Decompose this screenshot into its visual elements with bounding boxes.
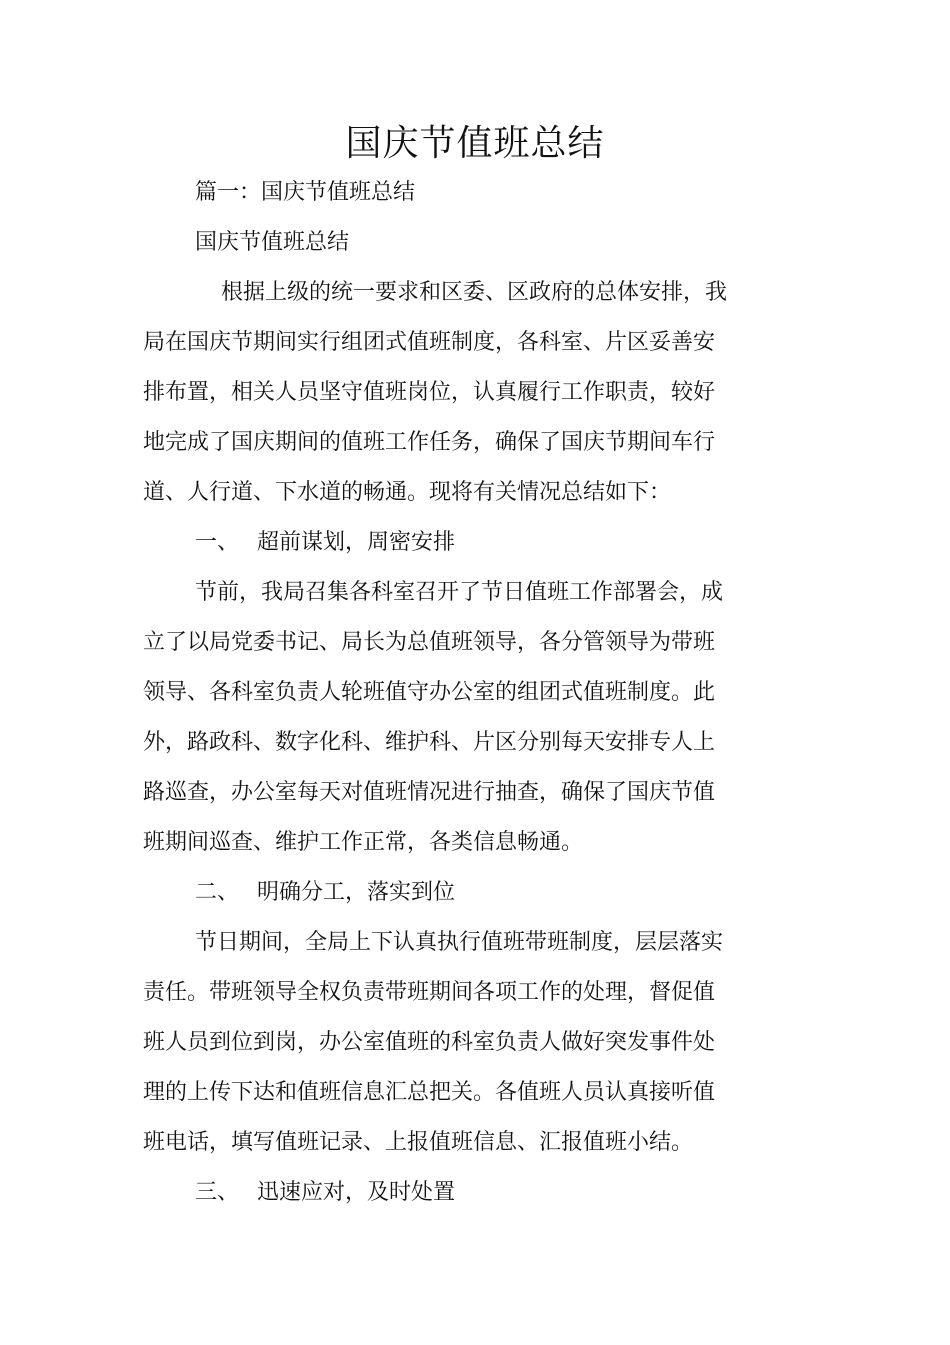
section-line: 班人员到位到岗，办公室值班的科室负责人做好突发事件处 — [143, 1030, 716, 1055]
document-subheading: 国庆节值班总结 — [195, 230, 350, 255]
section-heading — [195, 1176, 455, 1210]
intro-line: 地完成了国庆期间的值班工作任务，确保了国庆节期间车行 — [143, 430, 716, 455]
section-line: 理的上传下达和值班信息汇总把关。各值班人员认真接听值 — [143, 1080, 716, 1105]
section-heading-text: 超前谋划，周密安排 — [257, 530, 456, 555]
section-number: 一、 — [195, 530, 240, 555]
intro-line: 排布置，相关人员坚守值班岗位，认真履行工作职责，较好 — [143, 380, 716, 405]
section-line: 责任。带班领导全权负责带班期间各项工作的处理，督促值 — [143, 980, 716, 1005]
intro-line: 根据上级的统一要求和区委、区政府的总体安排，我 — [221, 280, 728, 305]
section-heading-text: 迅速应对，及时处置 — [257, 1180, 456, 1205]
section-line: 外，路政科、数字化科、维护科、片区分别每天安排专人上 — [143, 730, 716, 755]
section-line: 节前，我局召集各科室召开了节日值班工作部署会，成 — [195, 580, 724, 605]
section-number: 二、 — [195, 880, 240, 905]
section-line: 节日期间，全局上下认真执行值班带班制度，层层落实 — [195, 930, 724, 955]
document-title: 国庆节值班总结 — [345, 123, 605, 164]
intro-line: 局在国庆节期间实行组团式值班制度，各科室、片区妥善安 — [143, 330, 716, 355]
intro-line: 道、人行道、下水道的畅通。现将有关情况总结如下： — [143, 480, 672, 505]
document-subtitle: 篇一：国庆节值班总结 — [195, 180, 416, 205]
section-line: 班电话，填写值班记录、上报值班信息、汇报值班小结。 — [143, 1130, 694, 1155]
section-number: 三、 — [195, 1180, 240, 1205]
section-heading — [195, 526, 455, 560]
section-heading — [195, 876, 455, 910]
section-line: 班期间巡查、维护工作正常，各类信息畅通。 — [143, 830, 584, 855]
section-line: 领导、各科室负责人轮班值守办公室的组团式值班制度。此 — [143, 680, 716, 705]
section-line: 立了以局党委书记、局长为总值班领导，各分管领导为带班 — [143, 630, 716, 655]
section-line: 路巡查，办公室每天对值班情况进行抽查，确保了国庆节值 — [143, 780, 716, 805]
section-heading-text: 明确分工，落实到位 — [257, 880, 456, 905]
